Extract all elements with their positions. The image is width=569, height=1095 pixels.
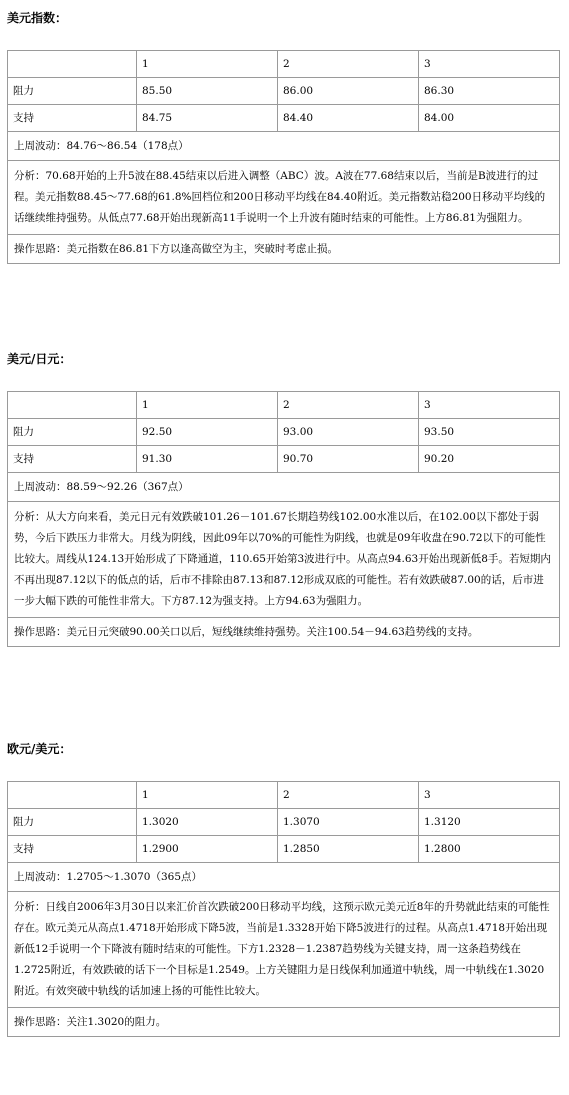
row-label: 阻力 — [8, 809, 137, 836]
usd-index-table — [7, 50, 560, 264]
weekly-range: 上周波动：84.76～86.54（178点） — [8, 132, 560, 161]
value-cell: 1.3120 — [419, 809, 560, 836]
value-cell: 93.00 — [278, 419, 419, 446]
row-label: 支持 — [8, 446, 137, 473]
header-cell: 1 — [137, 392, 278, 419]
section-title-usd-index: 美元指数： — [7, 11, 68, 25]
value-cell: 84.40 — [278, 105, 419, 132]
header-cell — [8, 392, 137, 419]
row-label: 阻力 — [8, 78, 137, 105]
resistance-row — [8, 419, 560, 446]
header-cell: 1 — [137, 782, 278, 809]
analysis-text: 分析：日线自2006年3月30日以来汇价首次跌破200日移动平均线，这预示欧元美元近8年的升势就此结束的可能性存在。欧元美元从高点1.4718开始形成下降5波，当前是1.3328开始下降5波进行的过程。从高点1.4718开始出现新低12手说明一个下降波有随时结束的可能性。下方1.2328－1.2387趋势线为关键支持，周一这条趋势线在1.2725附近，有效跌破的话下一个目标是1.2549。上方关键阻力是日线保利加通道中轨线，周一中轨线在1.3020附近。有效突破中轨线的话加速上扬的可能性比较大。 — [8, 892, 560, 1008]
header-cell: 2 — [278, 51, 419, 78]
value-cell: 91.30 — [137, 446, 278, 473]
header-cell: 2 — [278, 782, 419, 809]
header-cell: 2 — [278, 392, 419, 419]
analysis-row — [8, 892, 560, 1008]
value-cell: 1.3020 — [137, 809, 278, 836]
strategy-row — [8, 618, 560, 647]
value-cell: 1.2800 — [419, 836, 560, 863]
analysis-row — [8, 502, 560, 618]
analysis-text: 分析：从大方向来看，美元日元有效跌破101.26－101.67长期趋势线102.00水准以后，在102.00以下都处于弱势，今后下跌压力非常大。月线为阴线，因此09年以70%的可能性为阴线，也就是09年收盘在90.72以下的可能性比较大。周线从124.13开始形成了下降通道，110.65开始第3波进行中。从高点94.63开始出现新低8手。若短期内不再出现87.12以下的低点的话，后市不排除由87.13和87.12形成双底的可能性。若有效跌破87.00的话，后市进一步大幅下跌的可能性非常大。下方87.12为强支持。上方94.63为强阻力。 — [8, 502, 560, 618]
value-cell: 90.70 — [278, 446, 419, 473]
value-cell: 85.50 — [137, 78, 278, 105]
analysis-text: 分析：70.68开始的上升5波在88.45结束以后进入调整（ABC）波。A波在77.68结束以后，当前是B波进行的过程。美元指数88.45～77.68的61.8%回档位和200日移动平均线在84.40附近。美元指数站稳200日移动平均线的话继续维持强势。从低点77.68开始出现新高11手说明一个上升波有随时结束的可能性。上方86.81为强阻力。 — [8, 161, 560, 235]
strategy-text: 操作思路：美元指数在86.81下方以逢高做空为主，突破时考虑止损。 — [8, 235, 560, 264]
section-title-eur-usd: 欧元/美元： — [7, 742, 72, 756]
header-cell: 3 — [419, 782, 560, 809]
header-cell: 3 — [419, 392, 560, 419]
value-cell: 84.75 — [137, 105, 278, 132]
row-label: 支持 — [8, 836, 137, 863]
value-cell: 93.50 — [419, 419, 560, 446]
strategy-row — [8, 235, 560, 264]
table-header-row — [8, 392, 560, 419]
eur-usd-table — [7, 781, 560, 1037]
value-cell: 92.50 — [137, 419, 278, 446]
value-cell: 1.2900 — [137, 836, 278, 863]
value-cell: 86.00 — [278, 78, 419, 105]
range-row — [8, 473, 560, 502]
row-label: 支持 — [8, 105, 137, 132]
section-title-usd-jpy: 美元/日元： — [7, 352, 72, 366]
value-cell: 1.2850 — [278, 836, 419, 863]
support-row — [8, 446, 560, 473]
strategy-row — [8, 1008, 560, 1037]
table-header-row — [8, 782, 560, 809]
row-label: 阻力 — [8, 419, 137, 446]
strategy-text: 操作思路：关注1.3020的阻力。 — [8, 1008, 560, 1037]
header-cell — [8, 782, 137, 809]
header-cell — [8, 51, 137, 78]
support-row — [8, 836, 560, 863]
value-cell: 90.20 — [419, 446, 560, 473]
usd-jpy-table — [7, 391, 560, 647]
support-row — [8, 105, 560, 132]
header-cell: 1 — [137, 51, 278, 78]
weekly-range: 上周波动：1.2705～1.3070（365点） — [8, 863, 560, 892]
value-cell: 84.00 — [419, 105, 560, 132]
range-row — [8, 863, 560, 892]
resistance-row — [8, 78, 560, 105]
range-row — [8, 132, 560, 161]
table-header-row — [8, 51, 560, 78]
header-cell: 3 — [419, 51, 560, 78]
value-cell: 1.3070 — [278, 809, 419, 836]
strategy-text: 操作思路：美元日元突破90.00关口以后，短线继续维持强势。关注100.54－94.63趋势线的支持。 — [8, 618, 560, 647]
resistance-row — [8, 809, 560, 836]
value-cell: 86.30 — [419, 78, 560, 105]
weekly-range: 上周波动：88.59～92.26（367点） — [8, 473, 560, 502]
analysis-row — [8, 161, 560, 235]
